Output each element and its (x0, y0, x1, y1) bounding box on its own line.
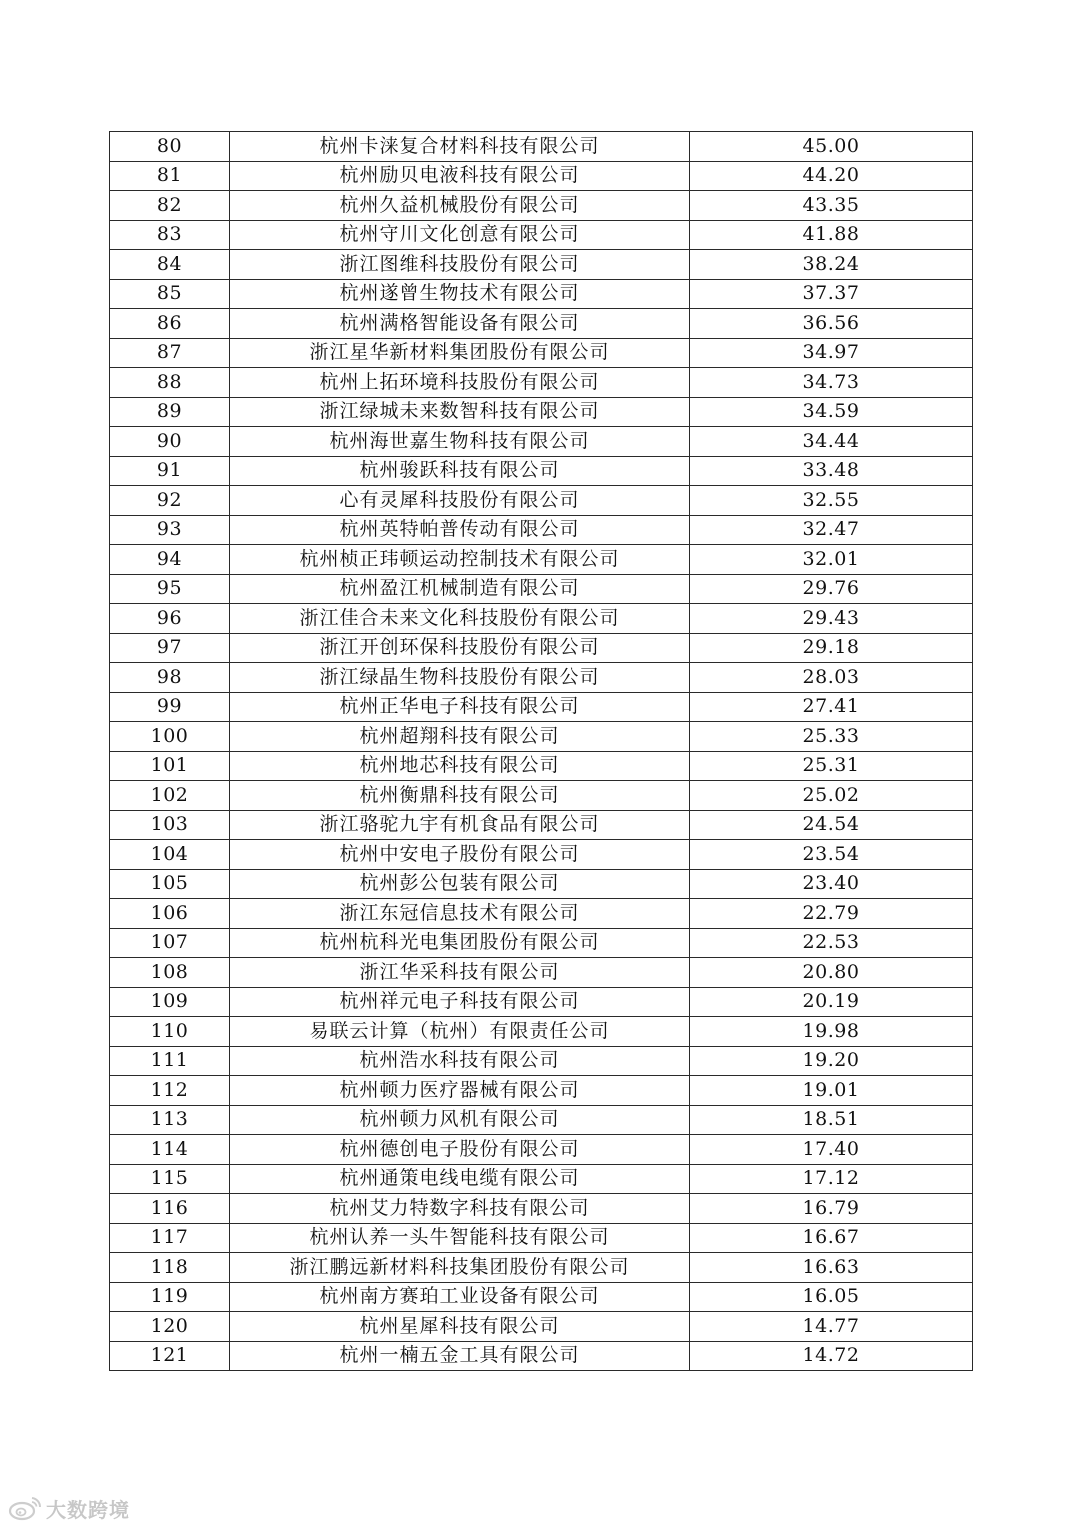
company-name-cell: 杭州海世嘉生物科技有限公司 (230, 427, 690, 457)
table-row (110, 1282, 973, 1312)
ranking-table-body (110, 132, 973, 1371)
rank-cell: 113 (110, 1105, 230, 1135)
company-name-cell: 浙江星华新材料集团股份有限公司 (230, 338, 690, 368)
value-cell: 22.79 (690, 899, 973, 929)
company-name-cell: 杭州盈江机械制造有限公司 (230, 574, 690, 604)
value-cell: 19.98 (690, 1017, 973, 1047)
company-name-cell: 杭州顿力风机有限公司 (230, 1105, 690, 1135)
table-row (110, 987, 973, 1017)
company-name-cell: 杭州上拓环境科技股份有限公司 (230, 368, 690, 398)
rank-cell: 97 (110, 633, 230, 663)
company-name-cell: 杭州祥元电子科技有限公司 (230, 987, 690, 1017)
value-cell: 25.31 (690, 751, 973, 781)
value-cell: 16.05 (690, 1282, 973, 1312)
table-row (110, 545, 973, 575)
rank-cell: 115 (110, 1164, 230, 1194)
table-row (110, 1135, 973, 1165)
value-cell: 14.72 (690, 1341, 973, 1371)
table-row (110, 1164, 973, 1194)
value-cell: 22.53 (690, 928, 973, 958)
value-cell: 36.56 (690, 309, 973, 339)
table-row (110, 486, 973, 516)
company-name-cell: 杭州满格智能设备有限公司 (230, 309, 690, 339)
table-row (110, 1223, 973, 1253)
company-name-cell: 心有灵犀科技股份有限公司 (230, 486, 690, 516)
rank-cell: 118 (110, 1253, 230, 1283)
rank-cell: 86 (110, 309, 230, 339)
value-cell: 34.59 (690, 397, 973, 427)
rank-cell: 81 (110, 161, 230, 191)
value-cell: 32.47 (690, 515, 973, 545)
rank-cell: 98 (110, 663, 230, 693)
value-cell: 16.67 (690, 1223, 973, 1253)
company-name-cell: 杭州顿力医疗器械有限公司 (230, 1076, 690, 1106)
value-cell: 19.20 (690, 1046, 973, 1076)
rank-cell: 107 (110, 928, 230, 958)
rank-cell: 114 (110, 1135, 230, 1165)
rank-cell: 89 (110, 397, 230, 427)
company-name-cell: 浙江佳合未来文化科技股份有限公司 (230, 604, 690, 634)
rank-cell: 90 (110, 427, 230, 457)
value-cell: 45.00 (690, 132, 973, 162)
company-name-cell: 浙江图维科技股份有限公司 (230, 250, 690, 280)
company-name-cell: 杭州励贝电液科技有限公司 (230, 161, 690, 191)
rank-cell: 109 (110, 987, 230, 1017)
value-cell: 14.77 (690, 1312, 973, 1342)
rank-cell: 106 (110, 899, 230, 929)
rank-cell: 95 (110, 574, 230, 604)
table-row (110, 869, 973, 899)
value-cell: 41.88 (690, 220, 973, 250)
rank-cell: 91 (110, 456, 230, 486)
watermark-text: 大数跨境 (46, 1497, 130, 1522)
company-name-cell: 杭州通策电线电缆有限公司 (230, 1164, 690, 1194)
rank-cell: 104 (110, 840, 230, 870)
value-cell: 20.19 (690, 987, 973, 1017)
company-name-cell: 杭州遂曾生物技术有限公司 (230, 279, 690, 309)
value-cell: 25.02 (690, 781, 973, 811)
company-name-cell: 杭州南方赛珀工业设备有限公司 (230, 1282, 690, 1312)
table-row (110, 161, 973, 191)
value-cell: 44.20 (690, 161, 973, 191)
value-cell: 34.97 (690, 338, 973, 368)
table-row (110, 633, 973, 663)
value-cell: 34.73 (690, 368, 973, 398)
value-cell: 33.48 (690, 456, 973, 486)
table-row (110, 1105, 973, 1135)
rank-cell: 108 (110, 958, 230, 988)
rank-cell: 87 (110, 338, 230, 368)
company-name-cell: 浙江绿晶生物科技股份有限公司 (230, 663, 690, 693)
table-row (110, 1076, 973, 1106)
rank-cell: 82 (110, 191, 230, 221)
value-cell: 20.80 (690, 958, 973, 988)
table-row (110, 692, 973, 722)
table-row (110, 810, 973, 840)
value-cell: 34.44 (690, 427, 973, 457)
value-cell: 29.76 (690, 574, 973, 604)
table-row (110, 515, 973, 545)
table-row (110, 958, 973, 988)
table-row (110, 928, 973, 958)
company-name-cell: 杭州彭公包装有限公司 (230, 869, 690, 899)
table-row (110, 220, 973, 250)
company-name-cell: 杭州卡涞复合材料科技有限公司 (230, 132, 690, 162)
table-row (110, 1341, 973, 1371)
value-cell: 23.54 (690, 840, 973, 870)
table-row (110, 456, 973, 486)
company-name-cell: 杭州衡鼎科技有限公司 (230, 781, 690, 811)
company-name-cell: 杭州地芯科技有限公司 (230, 751, 690, 781)
rank-cell: 110 (110, 1017, 230, 1047)
rank-cell: 121 (110, 1341, 230, 1371)
value-cell: 32.01 (690, 545, 973, 575)
value-cell: 16.79 (690, 1194, 973, 1224)
rank-cell: 100 (110, 722, 230, 752)
table-row (110, 781, 973, 811)
rank-cell: 105 (110, 869, 230, 899)
rank-cell: 99 (110, 692, 230, 722)
value-cell: 17.12 (690, 1164, 973, 1194)
value-cell: 37.37 (690, 279, 973, 309)
company-name-cell: 杭州中安电子股份有限公司 (230, 840, 690, 870)
table-row (110, 427, 973, 457)
rank-cell: 80 (110, 132, 230, 162)
company-name-cell: 杭州英特帕普传动有限公司 (230, 515, 690, 545)
value-cell: 24.54 (690, 810, 973, 840)
rank-cell: 84 (110, 250, 230, 280)
company-name-cell: 浙江鹏远新材料科技集团股份有限公司 (230, 1253, 690, 1283)
rank-cell: 111 (110, 1046, 230, 1076)
table-row (110, 368, 973, 398)
value-cell: 18.51 (690, 1105, 973, 1135)
value-cell: 17.40 (690, 1135, 973, 1165)
value-cell: 32.55 (690, 486, 973, 516)
company-name-cell: 杭州认养一头牛智能科技有限公司 (230, 1223, 690, 1253)
weibo-logo-icon (8, 1495, 42, 1521)
rank-cell: 85 (110, 279, 230, 309)
value-cell: 23.40 (690, 869, 973, 899)
rank-cell: 101 (110, 751, 230, 781)
table-row (110, 1194, 973, 1224)
table-row (110, 1046, 973, 1076)
rank-cell: 88 (110, 368, 230, 398)
company-name-cell: 杭州久益机械股份有限公司 (230, 191, 690, 221)
value-cell: 38.24 (690, 250, 973, 280)
company-name-cell: 杭州骏跃科技有限公司 (230, 456, 690, 486)
table-row (110, 1253, 973, 1283)
company-name-cell: 杭州艾力特数字科技有限公司 (230, 1194, 690, 1224)
value-cell: 28.03 (690, 663, 973, 693)
company-name-cell: 杭州超翔科技有限公司 (230, 722, 690, 752)
table-row (110, 1017, 973, 1047)
rank-cell: 96 (110, 604, 230, 634)
value-cell: 25.33 (690, 722, 973, 752)
ranking-table (109, 131, 973, 1371)
table-row (110, 840, 973, 870)
table-row (110, 899, 973, 929)
rank-cell: 112 (110, 1076, 230, 1106)
watermark (8, 1493, 130, 1523)
company-name-cell: 杭州一楠五金工具有限公司 (230, 1341, 690, 1371)
company-name-cell: 杭州浩水科技有限公司 (230, 1046, 690, 1076)
rank-cell: 102 (110, 781, 230, 811)
table-row (110, 132, 973, 162)
value-cell: 29.18 (690, 633, 973, 663)
table-row (110, 338, 973, 368)
table-row (110, 751, 973, 781)
rank-cell: 120 (110, 1312, 230, 1342)
rank-cell: 83 (110, 220, 230, 250)
table-row (110, 663, 973, 693)
rank-cell: 92 (110, 486, 230, 516)
table-row (110, 722, 973, 752)
value-cell: 43.35 (690, 191, 973, 221)
company-name-cell: 易联云计算（杭州）有限责任公司 (230, 1017, 690, 1047)
value-cell: 29.43 (690, 604, 973, 634)
company-name-cell: 浙江绿城未来数智科技有限公司 (230, 397, 690, 427)
table-row (110, 250, 973, 280)
rank-cell: 116 (110, 1194, 230, 1224)
rank-cell: 93 (110, 515, 230, 545)
company-name-cell: 杭州德创电子股份有限公司 (230, 1135, 690, 1165)
rank-cell: 119 (110, 1282, 230, 1312)
table-row (110, 1312, 973, 1342)
rank-cell: 103 (110, 810, 230, 840)
company-name-cell: 杭州桢正玮顿运动控制技术有限公司 (230, 545, 690, 575)
value-cell: 19.01 (690, 1076, 973, 1106)
company-name-cell: 浙江开创环保科技股份有限公司 (230, 633, 690, 663)
table-row (110, 191, 973, 221)
value-cell: 27.41 (690, 692, 973, 722)
company-name-cell: 杭州守川文化创意有限公司 (230, 220, 690, 250)
table-row (110, 604, 973, 634)
rank-cell: 117 (110, 1223, 230, 1253)
table-row (110, 574, 973, 604)
company-name-cell: 浙江骆驼九宇有机食品有限公司 (230, 810, 690, 840)
value-cell: 16.63 (690, 1253, 973, 1283)
table-row (110, 309, 973, 339)
company-name-cell: 浙江东冠信息技术有限公司 (230, 899, 690, 929)
company-name-cell: 浙江华采科技有限公司 (230, 958, 690, 988)
company-name-cell: 杭州杭科光电集团股份有限公司 (230, 928, 690, 958)
company-name-cell: 杭州正华电子科技有限公司 (230, 692, 690, 722)
company-name-cell: 杭州星犀科技有限公司 (230, 1312, 690, 1342)
rank-cell: 94 (110, 545, 230, 575)
table-row (110, 397, 973, 427)
table-row (110, 279, 973, 309)
